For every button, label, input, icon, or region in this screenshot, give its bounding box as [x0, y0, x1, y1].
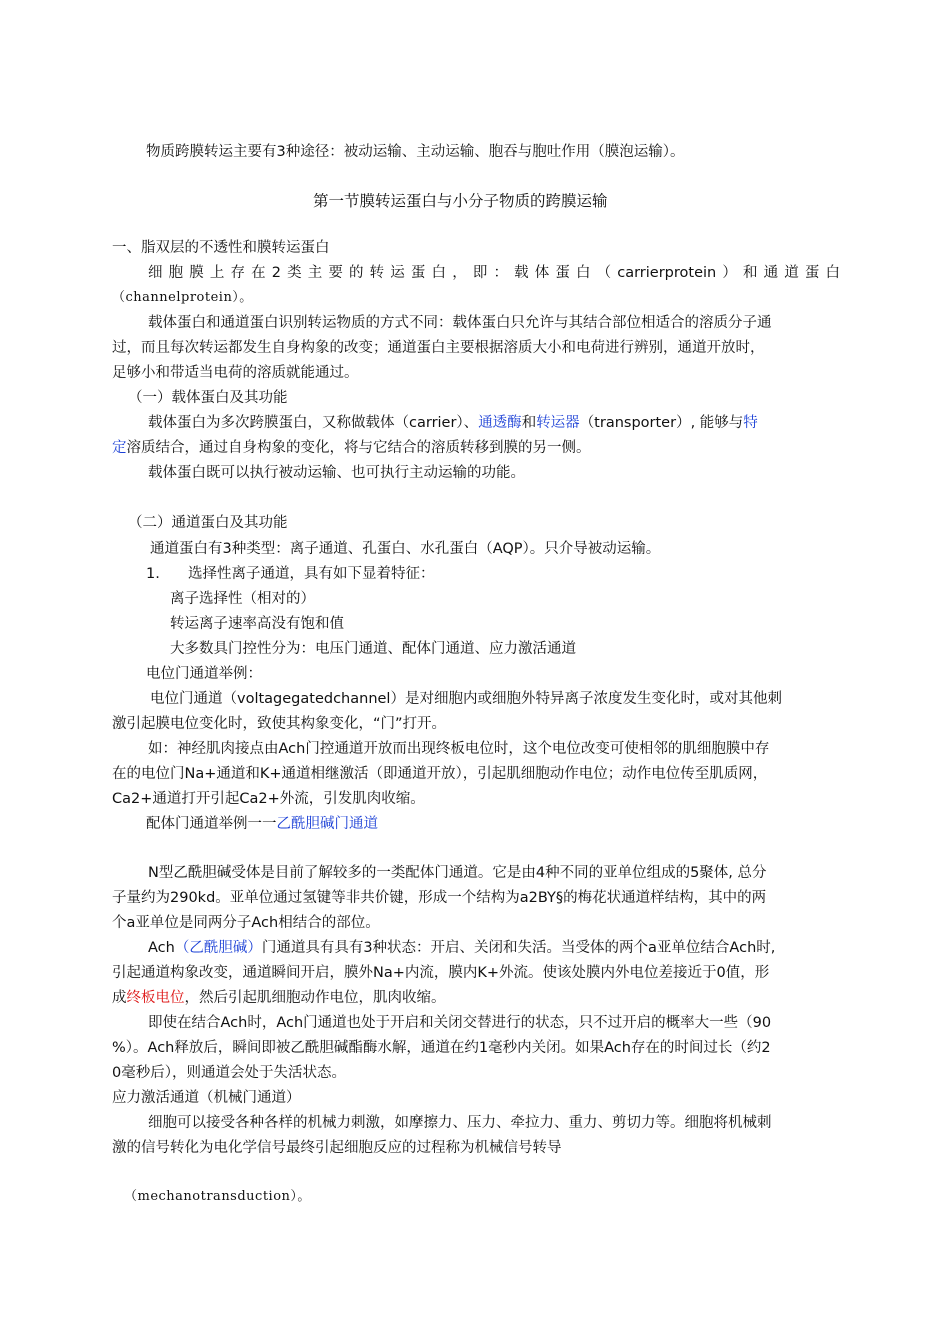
p3-text-c: 和 [521, 415, 537, 431]
list-item-3: 转运离子速率高没有饱和值 [170, 616, 344, 632]
p8-line2: 在的电位门Na+通道和K+通道相继激活（即通道开放），引起肌细胞动作电位；动作电位传至肌质网， [112, 766, 768, 782]
p3-line1 [148, 412, 758, 434]
p11-text-c: 门通道具有具有3种状态：开启、关闭和失活。当受体的两个a亚单位结合Ach时, [261, 940, 776, 956]
p2-line2: 过，而且每次转运都发生自身构象的改变；通道蛋白主要根据溶质大小和电荷进行辨别，通道开放时， [112, 340, 765, 356]
end-plate-potential-link[interactable]: 终板电位 [126, 990, 185, 1006]
p9 [146, 813, 378, 835]
p13-line1: 细胞可以接受各种各样的机械力刺激，如摩擦力、压力、牵拉力、重力、剪切力等。细胞将机械刺 [148, 1115, 772, 1131]
p11-line2: 引起通道构象改变，通道瞬间开启，膜外Na+内流，膜内K+外流。使该处膜内外电位差接近于0值，形 [112, 965, 770, 981]
section-title: 第一节膜转运蛋白与小分子物质的跨膜运输 [313, 192, 608, 210]
acetylcholine-link[interactable]: （乙酰胆碱） [174, 940, 262, 956]
p7-line1: 电位门通道（voltagegatedchannel）是对细胞内或细胞外特异离子浓度发生变化时，或对其他刺 [150, 691, 782, 707]
heading-stress-activated-channel: 应力激活通道（机械门通道） [112, 1090, 301, 1106]
p12-line3: 0毫秒后），则通道会处于失活状态。 [112, 1065, 346, 1081]
heading-channel-protein: （二）通道蛋白及其功能 [128, 515, 288, 531]
p11-text-a: Ach [148, 940, 175, 956]
transporter-link[interactable]: 转运器 [536, 415, 580, 431]
p8-line1: 如：神经肌肉接点由Ach门控通道开放而出现终板电位时，这个电位改变可使相邻的肌细胞膜中存 [148, 741, 770, 757]
p3-text-a: 载体蛋白为多次跨膜蛋白，又称做载体（carrier）、 [148, 415, 479, 431]
p13-line2: 激的信号转化为电化学信号最终引起细胞反应的过程称为机械信号转导 [112, 1140, 562, 1156]
specific-link-part2[interactable]: 定 [112, 440, 127, 456]
ach-gated-channel-link[interactable]: 乙酰胆碱门通道 [276, 816, 378, 832]
p1-line2: （channelprotein）。 [112, 290, 253, 305]
p4: 载体蛋白既可以执行被动运输、也可执行主动运输的功能。 [148, 465, 525, 481]
p11-line1 [148, 937, 775, 959]
intro-paragraph: 物质跨膜转运主要有3种途径：被动运输、主动运输、胞吞与胞吐作用（膜泡运输）。 [146, 144, 685, 160]
p8-line3: Ca2+通道打开引起Ca2+外流，引发肌肉收缩。 [112, 791, 425, 807]
heading-lipid-bilayer: 一、脂双层的不透性和膜转运蛋白 [112, 240, 330, 256]
p3-line2 [112, 437, 591, 459]
list-item-1-number: 1. [146, 566, 160, 582]
p2-line1: 载体蛋白和通道蛋白识别转运物质的方式不同：载体蛋白只允许与其结合部位相适合的溶质分子通 [148, 315, 772, 331]
p10-line2: 子量约为290kd。亚单位通过氢键等非共价键，形成一个结构为a2BY§的梅花状通道样结构，其中的两 [112, 890, 767, 906]
p1-line1: 细胞膜上存在2类主要的转运蛋白，即：载体蛋白（carrierprotein）和通道蛋白 [148, 265, 840, 281]
heading-carrier-protein: （一）载体蛋白及其功能 [128, 390, 288, 406]
permease-link[interactable]: 通透酶 [478, 415, 522, 431]
p2-line3: 足够小和带适当电荷的溶质就能通过。 [112, 365, 359, 381]
p6: 电位门通道举例： [146, 666, 262, 682]
p3-text-h: 溶质结合，通过自身构象的变化，将与它结合的溶质转移到膜的另一侧。 [126, 440, 591, 456]
p5: 通道蛋白有3种类型：离子通道、孔蛋白、水孔蛋白（AQP）。只介导被动运输。 [150, 541, 661, 557]
p12-line1: 即使在结合Ach时，Ach门通道也处于开启和关闭交替进行的状态，只不过开启的概率大一些（90 [148, 1015, 772, 1031]
list-item-1-text: 选择性离子通道，具有如下显着特征： [188, 566, 435, 582]
p14: （mechanotransduction）。 [124, 1189, 311, 1204]
p7-line2: 激引起膜电位变化时，致使其构象变化，“门”打开。 [112, 716, 447, 732]
p10-line3: 个a亚单位是同两分子Ach相结合的部位。 [112, 915, 380, 931]
p11-text-l3c: ，然后引起肌细胞动作电位，肌肉收缩。 [184, 990, 446, 1006]
p11-text-l3a: 成 [112, 990, 127, 1006]
p9-text: 配体门通道举例一一 [146, 816, 277, 832]
p10-line1: N型乙酰胆碱受体是目前了解较多的一类配体门通道。它是由4种不同的亚单位组成的5聚体, 总分 [148, 865, 767, 881]
p12-line2: %）。Ach释放后，瞬间即被乙酰胆碱酯酶水解，通道在约1毫秒内关闭。如果Ach存在的时间过长（约2 [112, 1040, 771, 1056]
p3-text-e: （transporter）, 能够与 [579, 415, 744, 431]
list-item-2: 离子选择性（相对的） [170, 591, 315, 607]
specific-link-part1[interactable]: 特 [743, 415, 758, 431]
p11-line3 [112, 987, 446, 1009]
list-item-4: 大多数具门控性分为：电压门通道、配体门通道、应力激活通道 [170, 641, 576, 657]
